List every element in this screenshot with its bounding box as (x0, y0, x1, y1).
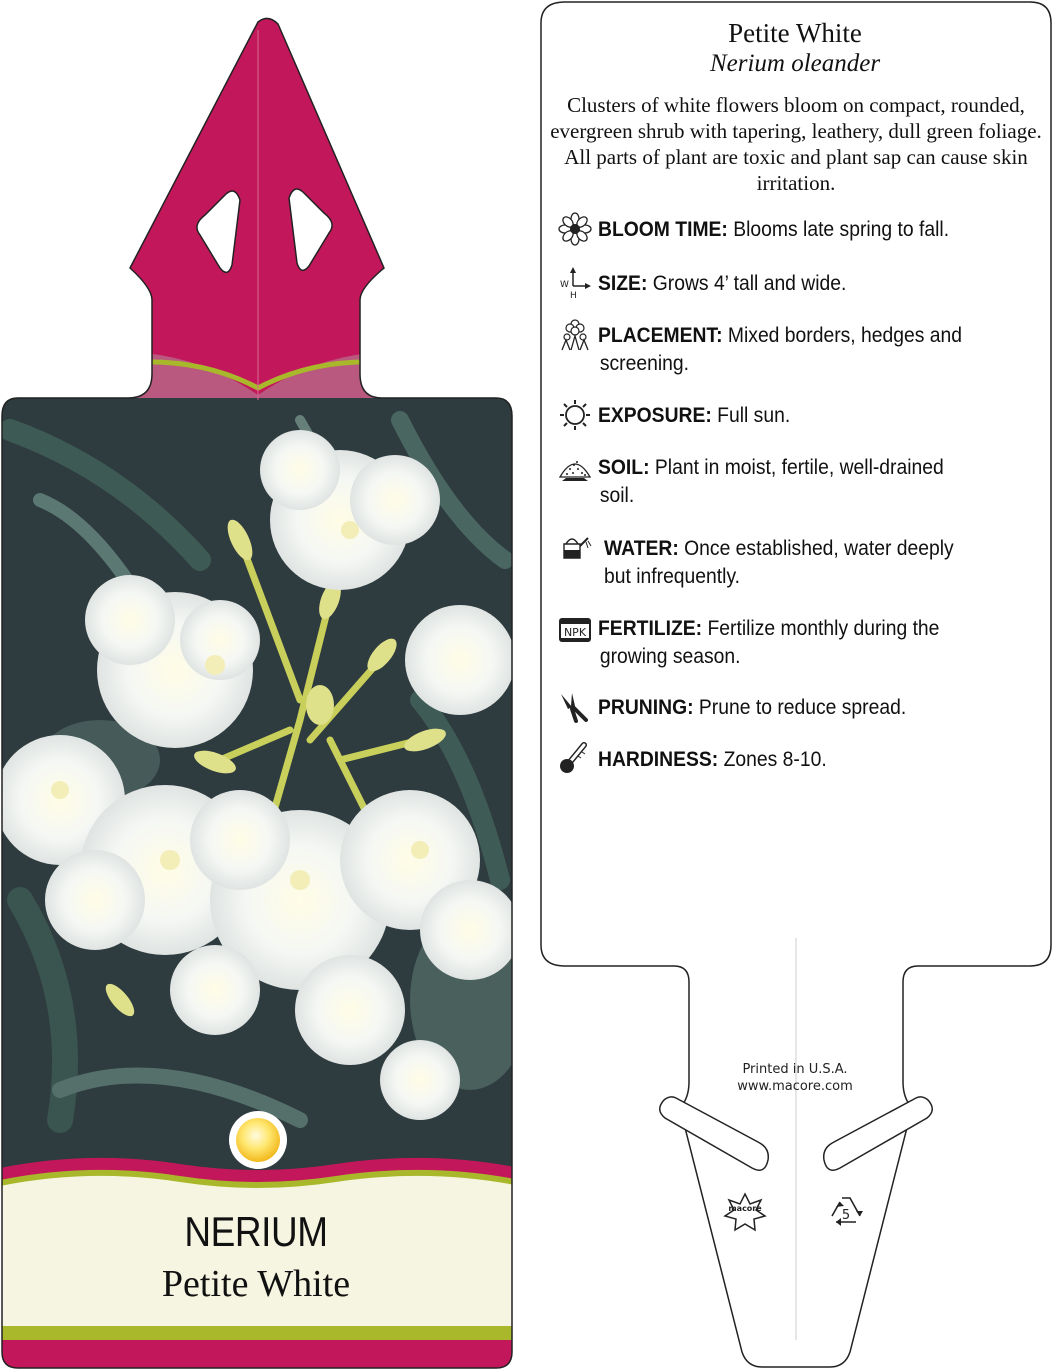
placement-icon (558, 318, 592, 352)
watering-can-icon (558, 530, 592, 564)
attr-soil: SOIL: Plant in moist, fertile, well-drained soil. (598, 456, 944, 507)
attr-placement: PLACEMENT: Mixed borders, hedges and screening. (598, 324, 963, 375)
variety-name: Petite White (161, 1263, 351, 1305)
svg-text:H: H (570, 291, 577, 300)
botanical-name: Nerium oleander (709, 50, 881, 77)
genus-name: NERIUM (184, 1208, 328, 1255)
svg-text:NPK: NPK (563, 626, 587, 639)
svg-text:W: W (560, 280, 569, 290)
back-title: Petite White (728, 18, 862, 48)
attr-bloom-time: BLOOM TIME: Blooms late spring to fall. (598, 218, 950, 241)
npk-icon (558, 612, 592, 646)
printer-credit (690, 1061, 900, 1095)
plant-description: Clusters of white flowers bloom on compact, rounded, evergreen shrub with tapering, leathery, dull green foliage. All parts of plant are toxic and plant sap can cause skin irritation. (550, 93, 1042, 195)
attr-exposure: EXPOSURE: Full sun. (598, 404, 791, 427)
attr-hardiness: HARDINESS: Zones 8-10. (598, 748, 827, 771)
sun-icon (558, 398, 592, 432)
svg-text:macore: macore (728, 1204, 762, 1213)
attr-size: SIZE: Grows 4’ tall and wide. (598, 272, 847, 295)
attr-water: WATER: Once established, water deeply but infrequently. (604, 537, 954, 588)
pruning-shears-icon (558, 690, 592, 724)
attr-pruning: PRUNING: Prune to reduce spread. (598, 696, 907, 719)
thermometer-icon (558, 742, 592, 776)
svg-text:5: 5 (841, 1208, 851, 1223)
flower-icon (558, 212, 592, 246)
soil-icon (558, 451, 592, 485)
attr-fertilize: FERTILIZE: Fertilize monthly during the growing season. (598, 617, 940, 668)
printed-in: Printed in U.S.A. (742, 1062, 848, 1077)
size-arrows-icon (558, 266, 592, 300)
website: www.macore.com (737, 1079, 853, 1094)
